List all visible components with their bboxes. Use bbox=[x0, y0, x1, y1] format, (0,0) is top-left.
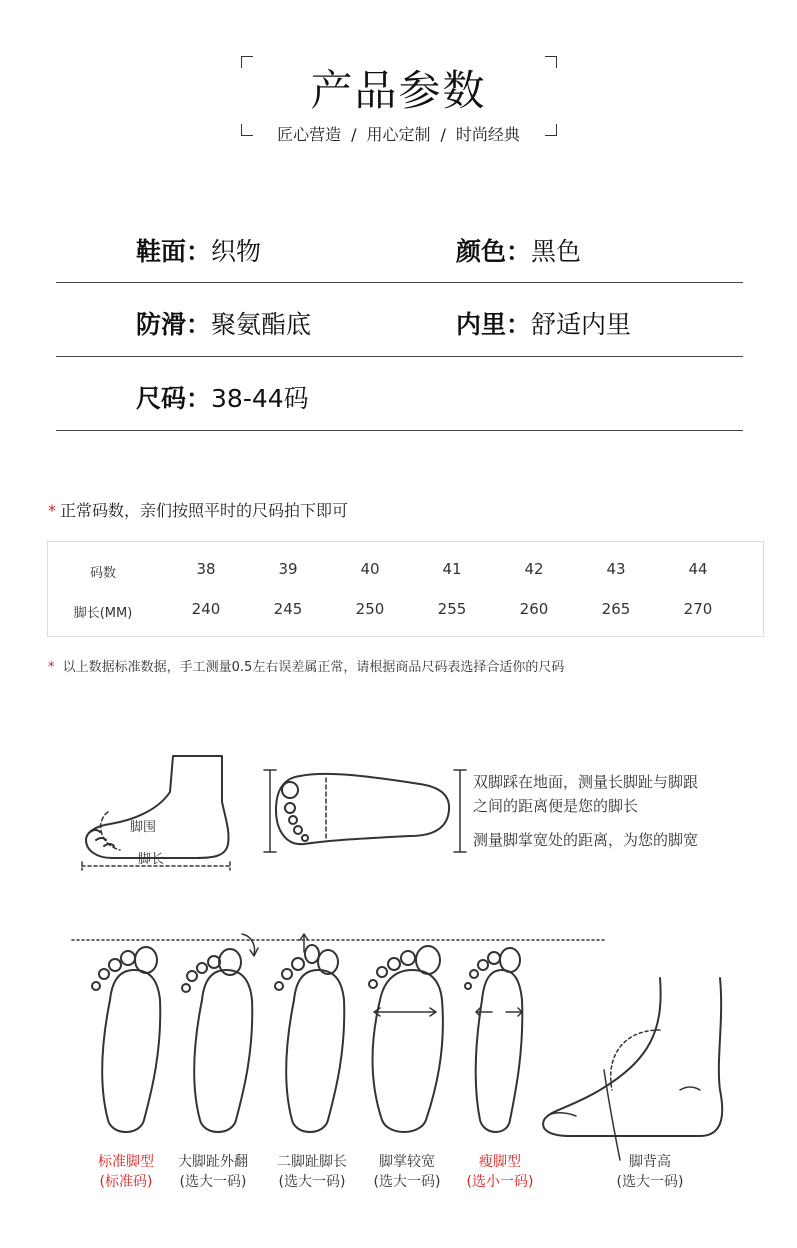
foot-type-caption bbox=[450, 1152, 550, 1192]
foot-type-name: 大脚趾外翻 bbox=[178, 1154, 248, 1170]
foot-length-cell: 240 bbox=[191, 600, 221, 618]
subtitle-item: 时尚经典 bbox=[455, 125, 520, 144]
spec-value: 舒适内里 bbox=[531, 310, 632, 339]
foot-length-cell: 245 bbox=[273, 600, 303, 618]
asterisk-icon: * bbox=[48, 501, 56, 520]
foot-length-cell: 270 bbox=[683, 600, 713, 618]
subtitle-item: 用心定制 bbox=[366, 125, 431, 144]
spec-cell-size bbox=[136, 379, 309, 415]
spec-key: 尺码： bbox=[136, 384, 212, 413]
spec-key: 防滑： bbox=[136, 310, 212, 339]
foot-length-cell: 260 bbox=[519, 600, 549, 618]
size-row bbox=[48, 550, 763, 590]
spec-value: 聚氨酯底 bbox=[211, 310, 312, 339]
foot-type-caption bbox=[600, 1152, 700, 1192]
size-note-text: 正常码数，亲们按照平时的尺码拍下即可 bbox=[60, 501, 349, 520]
spec-table bbox=[56, 210, 743, 431]
size-cell: 42 bbox=[524, 560, 544, 578]
foot-type-caption bbox=[357, 1152, 457, 1192]
foot-type-name: 标准脚型 bbox=[98, 1154, 154, 1170]
foot-type-name: 瘦脚型 bbox=[479, 1154, 521, 1170]
foot-girth-label: 脚围 bbox=[130, 820, 157, 835]
size-cell: 40 bbox=[360, 560, 380, 578]
spec-cell-color bbox=[456, 232, 581, 268]
foot-type-name: 二脚趾脚长 bbox=[277, 1154, 347, 1170]
foot-length-cell: 250 bbox=[355, 600, 385, 618]
subtitle-separator: / bbox=[351, 125, 357, 144]
foot-length-cell: 255 bbox=[437, 600, 467, 618]
size-cell: 44 bbox=[688, 560, 708, 578]
size-cell: 43 bbox=[606, 560, 626, 578]
asterisk-icon: * bbox=[48, 660, 55, 675]
size-row-label: 码数 bbox=[89, 566, 116, 581]
foot-type-advice: (选小一码) bbox=[466, 1174, 534, 1190]
spec-value: 黑色 bbox=[531, 237, 582, 266]
foot-shape-wide-icon bbox=[369, 946, 443, 1132]
foot-shape-high-instep-icon bbox=[543, 978, 722, 1160]
size-disclaimer-text: 以上数据标准数据，手工测量0.5左右误差属正常，请根据商品尺码表选择合适你的尺码 bbox=[62, 660, 565, 675]
spec-row bbox=[56, 210, 743, 283]
foot-type-name: 脚背高 bbox=[629, 1154, 671, 1170]
size-cell: 39 bbox=[278, 560, 298, 578]
spec-key: 内里： bbox=[456, 310, 532, 339]
foot-shape-slim-icon bbox=[465, 948, 522, 1132]
foot-type-advice: (选大一码) bbox=[373, 1174, 441, 1190]
foot-shape-bunion-icon bbox=[182, 934, 258, 1132]
subtitle-separator: / bbox=[440, 125, 446, 144]
foot-type-name: 脚掌较宽 bbox=[379, 1154, 435, 1170]
size-row-label: 脚长(MM) bbox=[73, 606, 133, 621]
foot-measurement-illustrations bbox=[0, 740, 797, 1200]
spec-cell-upper bbox=[136, 232, 261, 268]
foot-type-caption bbox=[262, 1152, 362, 1192]
subtitle-item: 匠心营造 bbox=[277, 125, 342, 144]
size-cell: 38 bbox=[196, 560, 216, 578]
measure-guide-line: 之间的距离便是您的脚长 bbox=[473, 797, 639, 815]
spec-cell-lining bbox=[456, 305, 631, 341]
spec-row bbox=[56, 357, 743, 431]
spec-value: 38-44码 bbox=[211, 384, 309, 413]
foot-length-cell: 265 bbox=[601, 600, 631, 618]
foot-type-caption bbox=[76, 1152, 176, 1192]
measure-guide-line: 测量脚掌宽处的距离，为您的脚宽 bbox=[473, 831, 699, 849]
spec-key: 颜色： bbox=[456, 237, 532, 266]
foot-type-advice: (选大一码) bbox=[616, 1174, 684, 1190]
spec-key: 鞋面： bbox=[136, 237, 212, 266]
spec-cell-sole bbox=[136, 305, 311, 341]
size-table bbox=[47, 541, 764, 637]
header bbox=[0, 0, 797, 160]
foot-shape-long-second-toe-icon bbox=[275, 934, 344, 1132]
foot-type-advice: (选大一码) bbox=[278, 1174, 346, 1190]
foot-type-caption bbox=[163, 1152, 263, 1192]
foot-length-label: 脚长 bbox=[138, 852, 165, 867]
subtitle bbox=[0, 122, 797, 145]
size-disclaimer bbox=[48, 656, 564, 675]
foot-type-advice: (标准码) bbox=[99, 1174, 153, 1190]
measure-guide-line: 双脚踩在地面，测量长脚趾与脚跟 bbox=[473, 773, 699, 791]
page-title: 产品参数 bbox=[310, 66, 487, 115]
foot-shape-standard-icon bbox=[92, 947, 160, 1132]
foot-type-advice: (选大一码) bbox=[179, 1174, 247, 1190]
size-cell: 41 bbox=[442, 560, 462, 578]
foot-top-view-icon bbox=[264, 770, 466, 852]
spec-value: 织物 bbox=[211, 237, 262, 266]
spec-row bbox=[56, 283, 743, 357]
size-note bbox=[48, 498, 348, 521]
size-row bbox=[48, 590, 763, 630]
